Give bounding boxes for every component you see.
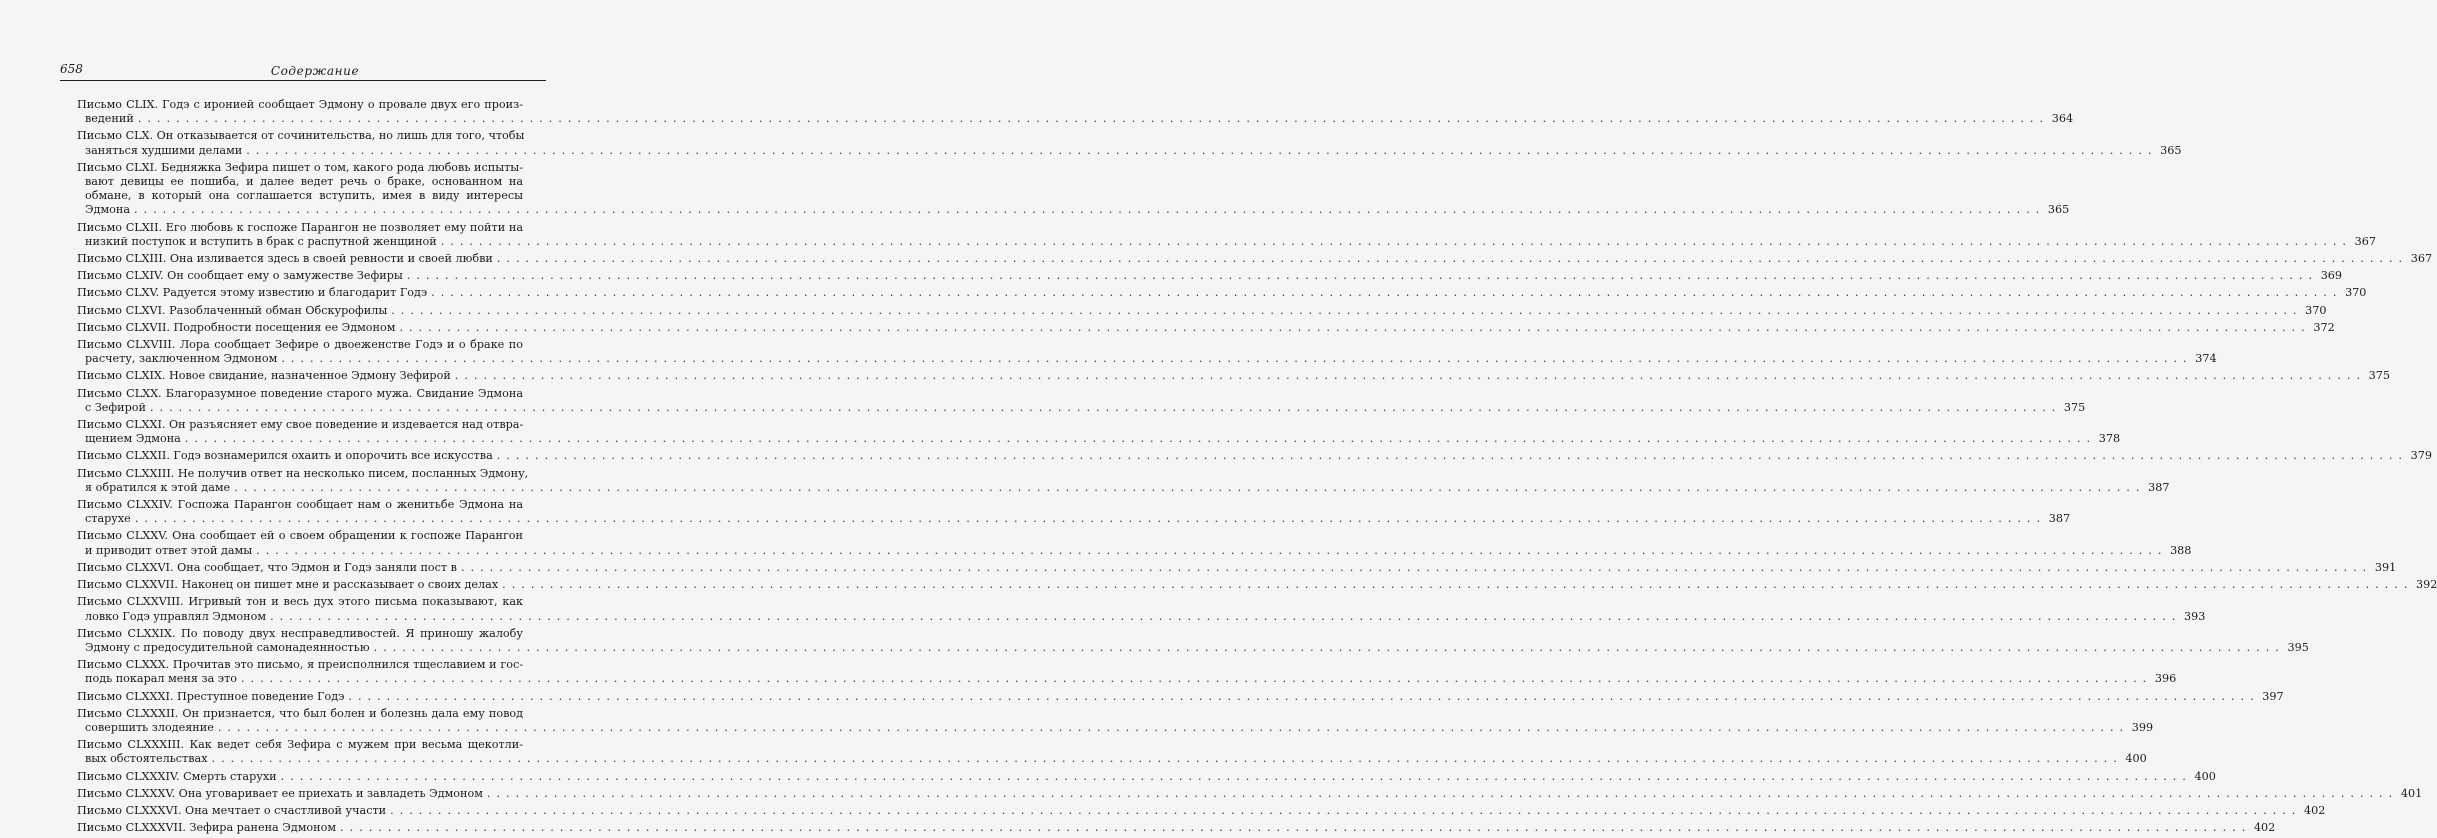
toc-entry [77,689,2284,704]
toc-entry-line [77,467,547,481]
toc-entry-text: совершить злодеяние [85,720,214,734]
toc-page-number: 375 [2368,369,2391,383]
toc-entry-line [77,752,2147,766]
toc-page-number: 374 [2195,352,2217,366]
toc-entry-text: Письмо CLXV. Радуется этому известию и благодарит Годэ [77,286,428,300]
toc-entry-line [77,689,2284,704]
toc-entry-line [77,627,547,641]
toc-entry [77,529,2192,557]
toc-page-number: 372 [2313,320,2335,334]
header-rule [60,80,546,81]
toc-page-number: 375 [2063,400,2086,414]
dot-leader: ........................................................................................................................................................................................................ [241,672,2153,686]
toc-page-number: 367 [2354,234,2376,248]
toc-page-number: 391 [2374,560,2397,574]
toc-entry-line [77,658,547,672]
page-number: 658 [60,62,83,76]
toc-entry-line [77,112,2074,126]
toc-entry-line [77,720,2154,735]
dot-leader: ........................................................................................................................................................................................................ [149,400,2062,414]
toc-entry [77,595,2206,623]
dot-leader: ........................................................................................................................................................................................................ [406,269,2319,283]
toc-entry [77,369,2391,383]
toc-entry-text: щением Эдмона [85,432,181,446]
toc-entry-text: Письмо CLXII. Его любовь к госпоже Парангон не позволяет ему пойти на [77,220,523,234]
dot-leader: ........................................................................................................................................................................................................ [391,303,2303,317]
toc-entry-line [77,234,2376,249]
toc-entry-text: обмане, в который она соглашается вступить, имея в виду интересы [85,189,523,203]
toc-page-number: 369 [2320,269,2343,283]
dot-leader: ........................................................................................................................................................................................................ [399,320,2311,334]
toc-entry [77,98,2074,126]
toc-entry-text: подь покарал меня за это [85,672,237,686]
toc-entry-text: Письмо CLXXIX. По поводу двух несправедливостей. Я приношу жалобу [77,626,523,640]
toc-entry [77,286,2367,300]
toc-entry-text: ловко Годэ управлял Эдмоном [85,609,267,623]
toc-entry [77,320,2335,335]
toc-entry-text: Письмо CLXXXV. Она уговаривает ее приехать и завладеть Эдмоном [77,786,483,800]
toc-entry-line [77,769,2216,784]
toc-entry-text: Письмо CLXXX. Прочитав это письмо, я преисполнился тщеславием и гос- [77,658,523,672]
toc-entry-text: ведений [85,112,134,126]
dot-leader: ........................................................................................................................................................................................................ [373,640,2285,654]
toc-entry [77,626,2309,655]
toc-page-number: 395 [2287,640,2309,654]
toc-entry-line [77,252,2433,266]
dot-leader: ........................................................................................................................................................................................................ [270,609,2182,623]
toc-entry [77,560,2397,575]
toc-entry-line [77,286,2367,300]
toc-entry-text: Письмо CLXVII. Подробности посещения ее Эдмоном [77,320,396,334]
dot-leader: ........................................................................................................................................................................................................ [281,352,2193,366]
dot-leader: ........................................................................................................................................................................................................ [454,369,2367,383]
toc-entry [77,303,2327,318]
toc-entry-line [77,418,547,432]
toc-entry-text: Эдмону с предосудительной самонадеянностью [85,640,370,654]
dot-leader: ........................................................................................................................................................................................................ [486,786,2399,800]
toc-page-number: 365 [2160,143,2182,157]
toc-entry-text: Письмо CLX. Он отказывается от сочинительства, но лишь для того, чтобы [77,129,525,143]
toc-entry [77,706,2154,735]
toc-entry-text: Письмо CLXXXVI. Она мечтает о счастливой участи [77,803,387,817]
toc-entry-line [77,640,2309,655]
toc-entry-line [77,498,547,512]
dot-leader: ........................................................................................................................................................................................................ [496,252,2409,266]
dot-leader: ........................................................................................................................................................................................................ [211,752,2123,766]
toc-entry-line [77,543,2192,558]
toc-entry-text: вых обстоятельствах [85,752,208,766]
toc-entry-text: вают девицы ее пошиба, и далее ведет речь о браке, основанном на [85,175,523,189]
toc-entry-line [77,609,2206,624]
table-of-contents [77,98,2437,838]
toc-entry-line [77,432,2121,446]
toc-entry-line [77,189,547,203]
toc-page-number: 402 [2304,803,2326,817]
toc-page-number: 402 [2253,821,2276,835]
toc-page-number: 387 [2048,512,2071,526]
toc-entry-line [77,512,2071,526]
toc-entry-line [77,221,547,235]
toc-entry-text: Письмо CLXVI. Разоблаченный обман Обскурофилы [77,303,388,317]
toc-entry-text: я обратился к этой даме [85,480,231,494]
toc-entry [77,269,2343,283]
toc-entry-text: Письмо CLXXV. Она сообщает ей о своем обращении к госпоже Парангон [77,529,523,543]
toc-entry-text: Письмо CLXI. Бедняжка Зефира пишет о том, какого рода любовь испыты- [77,160,523,174]
dot-leader: ........................................................................................................................................................................................................ [348,689,2260,703]
toc-entry-text: Письмо CLXX. Благоразумное поведение старого мужа. Свидание Эдмона [77,386,523,400]
toc-page-number: 379 [2410,449,2432,463]
toc-entry-line [77,400,2086,415]
toc-entry-text: Письмо CLXXIV. Госпожа Парангон сообщает нам о женитьбе Эдмона на [77,498,523,512]
toc-entry-line [77,338,547,352]
toc-entry [77,338,2217,366]
dot-leader: ........................................................................................................................................................................................................ [256,543,2168,557]
toc-entry [77,498,2071,526]
toc-entry-text: и приводит ответ этой дамы [85,543,253,557]
toc-entry [77,786,2423,801]
toc-entry [77,821,2276,835]
toc-entry [77,449,2432,463]
toc-entry-text: Письмо CLIX. Годэ с иронией сообщает Эдмону о провале двух его произ- [77,98,523,111]
toc-entry-line [77,143,2182,158]
toc-page-number: 388 [2170,543,2192,557]
toc-entry-text: Письмо CLXXXII. Он признается, что был болен и болезнь дала ему повод [77,706,523,720]
toc-entry-text: Письмо CLXIV. Он сообщает ему о замужестве Зефиры [77,269,403,283]
toc-entry-text: Письмо CLXXVIII. Игривый тон и весь дух этого письма показывают, как [77,595,523,609]
toc-entry-line [77,449,2432,463]
dot-leader: ........................................................................................................................................................................................................ [234,480,2146,494]
toc-entry-text: расчету, заключенном Эдмоном [85,352,278,366]
toc-page-number: 367 [2410,252,2433,266]
toc-entry-line [77,803,2326,818]
toc-page-number: 392 [2416,578,2437,592]
dot-leader: ........................................................................................................................................................................................................ [137,112,2050,126]
toc-entry-line [77,352,2217,366]
toc-page-number: 401 [2400,786,2423,800]
toc-page-number: 364 [2051,112,2074,126]
dot-leader: ........................................................................................................................................................................................................ [460,560,2373,574]
toc-entry-text: Письмо CLXXXIII. Как ведет себя Зефира с мужем при весьма щекотли- [77,738,523,752]
toc-entry-text: Письмо CLXXIII. Не получив ответ на несколько писем, посланных Эдмону, [77,466,529,480]
toc-entry-text: Письмо CLXXXIV. Смерть старухи [77,769,277,783]
toc-entry-line [77,269,2343,283]
toc-entry-line [77,480,2170,495]
toc-entry [77,466,2170,495]
running-title: Содержание [270,64,360,78]
toc-entry-text: Письмо CLXIII. Она изливается здесь в своей ревности и своей любви [77,252,493,266]
toc-entry-text: Эдмона [85,203,131,217]
toc-entry-line [77,387,547,401]
toc-page-number: 387 [2148,480,2170,494]
dot-leader: ........................................................................................................................................................................................................ [134,512,2047,526]
toc-entry-line [77,161,547,175]
toc-entry [77,386,2086,415]
toc-page-number: 397 [2262,689,2284,703]
toc-page-number: 399 [2131,720,2154,734]
toc-entry-line [77,707,547,721]
dot-leader: ........................................................................................................................................................................................................ [217,720,2130,734]
toc-page-number: 378 [2098,432,2121,446]
toc-entry-text: Письмо CLXXI. Он разъясняет ему свое поведение и издевается над отвра- [77,418,524,432]
toc-page-number: 365 [2047,203,2070,217]
toc-entry-line [77,175,547,189]
toc-entry-line [77,303,2327,318]
dot-leader: ........................................................................................................................................................................................................ [390,803,2302,817]
toc-entry-line [77,203,2070,217]
toc-entry [77,738,2147,766]
dot-leader: ........................................................................................................................................................................................................ [440,234,2352,248]
toc-entry-text: Письмо CLXXXVII. Зефира ранена Эдмоном [77,821,337,835]
toc-entry-text: заняться худшими делами [85,143,243,157]
dot-leader: ........................................................................................................................................................................................................ [280,769,2192,783]
toc-page-number: 370 [2345,286,2367,300]
toc-entry-text: с Зефирой [85,400,146,414]
toc-entry-line [77,786,2423,801]
toc-page-number: 370 [2305,303,2327,317]
toc-entry-line [77,529,547,543]
toc-entry-text: Письмо CLXXVII. Наконец он пишет мне и рассказывает о своих делах [77,578,499,592]
toc-entry [77,769,2216,784]
toc-entry-text: старухе [85,512,131,526]
toc-entry-text: низкий поступок и вступить в брак с распутной женщиной [85,234,437,248]
toc-entry [77,252,2433,266]
toc-page-number: 400 [2125,752,2147,766]
dot-leader: ........................................................................................................................................................................................................ [496,449,2408,463]
dot-leader: ........................................................................................................................................................................................................ [431,286,2343,300]
toc-entry [77,129,2182,157]
toc-entry-text: Письмо CLXXII. Годэ вознамерился охаить и опорочить все искусства [77,449,493,463]
toc-entry-line [77,738,547,752]
dot-leader: ........................................................................................................................................................................................................ [340,821,2252,835]
toc-entry [77,160,2070,218]
toc-entry-line [77,578,2437,592]
dot-leader: ........................................................................................................................................................................................................ [184,432,2097,446]
toc-entry-text: Письмо CLXXXI. Преступное поведение Годэ [77,689,345,703]
toc-entry-text: Письмо CLXIX. Новое свидание, назначенное Эдмону Зефирой [77,369,451,383]
toc-entry [77,220,2376,249]
toc-entry-line [77,320,2335,335]
dot-leader: ........................................................................................................................................................................................................ [246,143,2158,157]
toc-entry-text: Письмо CLXXVI. Она сообщает, что Эдмон и Годэ заняли пост в [77,560,457,574]
toc-entry [77,578,2437,592]
toc-entry-line [77,369,2391,383]
toc-entry-text: Письмо CLXVIII. Лора сообщает Зефире о двоеженстве Годэ и о браке по [77,338,523,352]
toc-entry-line [77,672,2177,686]
toc-entry [77,803,2326,818]
toc-entry-line [77,821,2276,835]
toc-page-number: 393 [2183,609,2206,623]
dot-leader: ........................................................................................................................................................................................................ [502,578,2414,592]
toc-entry [77,658,2177,686]
toc-entry-line [77,595,547,609]
toc-entry-line [77,129,547,143]
toc-entry [77,418,2121,446]
toc-entry-line [77,98,547,112]
toc-entry-line [77,560,2397,575]
dot-leader: ........................................................................................................................................................................................................ [134,203,2046,217]
toc-page-number: 396 [2154,672,2177,686]
toc-page-number: 400 [2194,769,2216,783]
